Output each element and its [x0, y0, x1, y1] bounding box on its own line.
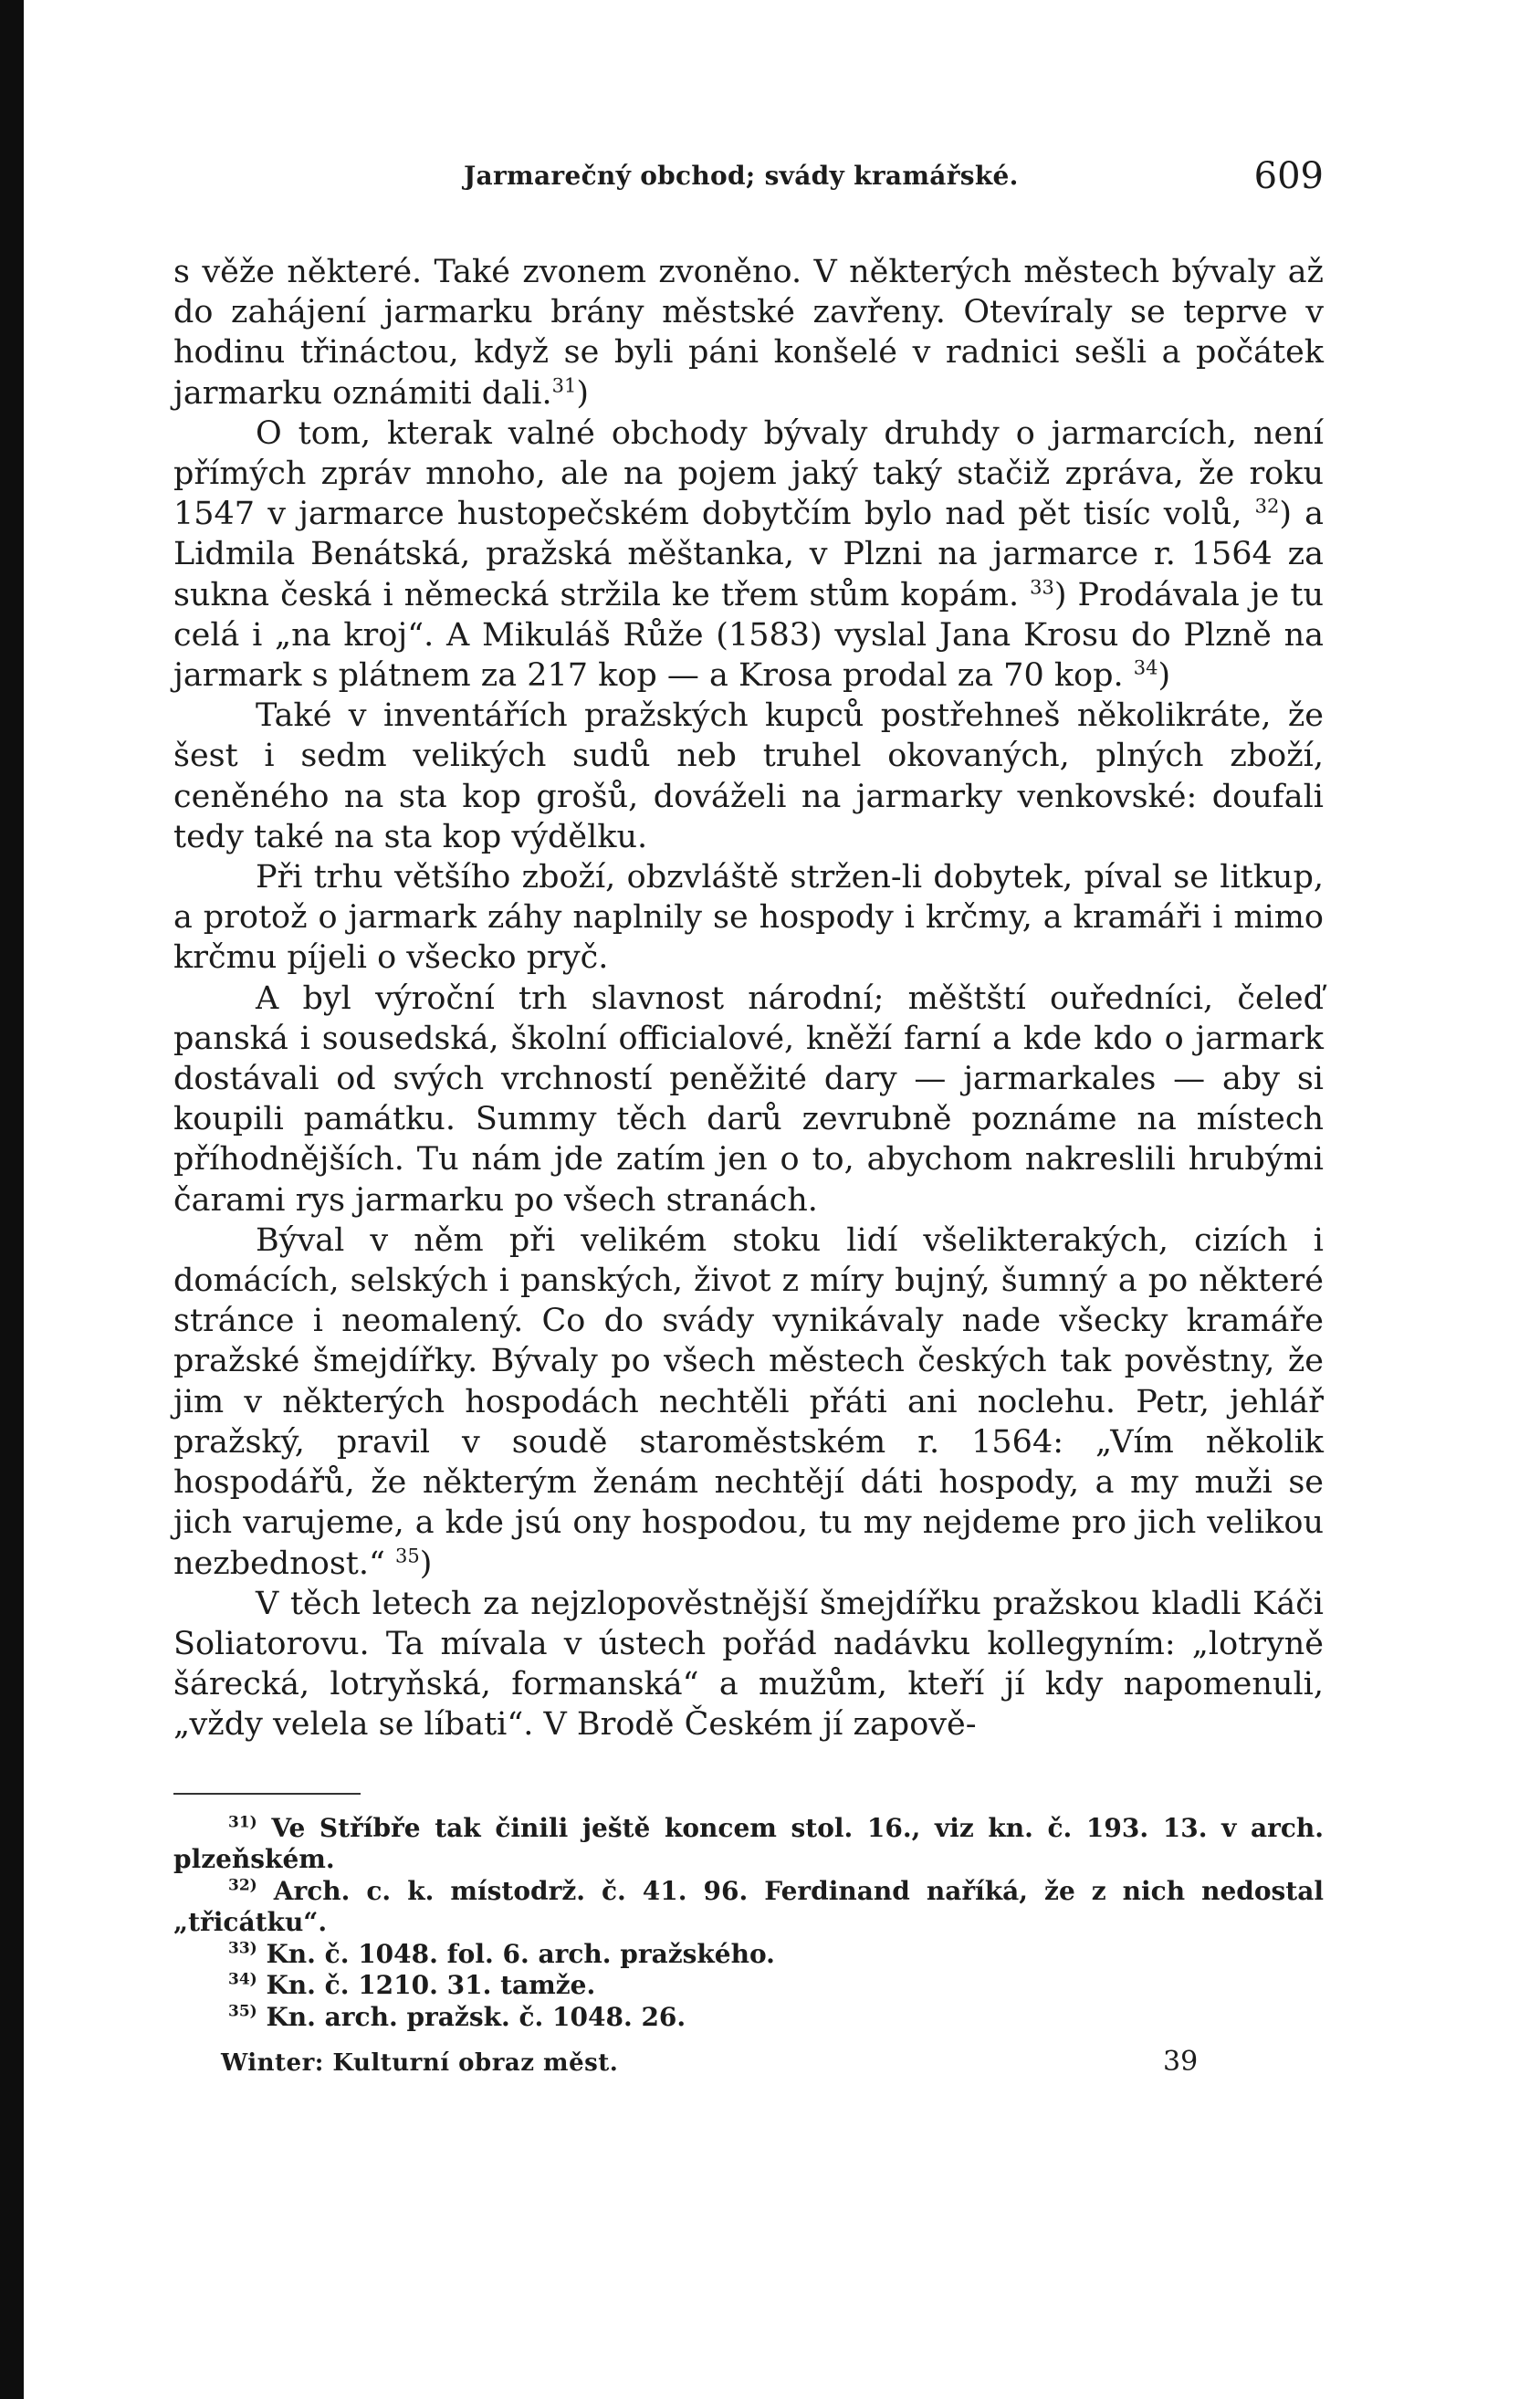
signature-mark: 39	[1163, 2046, 1199, 2079]
paragraph-2-text-a: O tom, kterak valné obchody bývaly druhdy o jarmarcích, není přímých zpráv mnoho, ale na pojem jaký taký stačiž zpráva, že roku 1547 v jarmarce hustopečském dobytčím bylo nad pět tisíc volů,	[173, 414, 1324, 533]
paragraph-7: V těch letech za nejzlopověstnější šmejdířku pražskou kladli Káči Soliatorovu. Ta mívala v ústech pořád nadávku kollegyním: „lotryně šárecká, lotryňská, formanská“ a mužům, kteří jí kdy napomenuli, „vždy velela se líbati“. V Brodě Českém jí zapově-	[173, 1585, 1324, 1744]
footnote-35	[173, 2002, 1324, 2034]
body-text	[173, 252, 1324, 1745]
paragraph-1-text: s věže některé. Také zvonem zvoněno. V některých městech bývaly až do zahájení jarmarku brány městské zavřeny. Otevíraly se teprve v hodinu třináctou, když se byli páni konšelé v radnici sešli a počátek jarmarku oznámiti dali.	[173, 254, 1324, 412]
book-page	[173, 146, 1324, 2082]
paragraph-2-text-c: Prodávala je tu celá i „na kroj“. A Mikuláš Růže (1583) vyslal Jana Krosu do Plzně na jarmark s plátnem za 217 kop — a Krosa prodal za 70 kop.	[173, 576, 1324, 695]
page-footer	[173, 2046, 1324, 2082]
footnote-mark: 32)	[228, 1876, 257, 1895]
footnote-text: Ve Stříbře tak činili ještě koncem stol. 16., viz kn. č. 193. 13. v arch. plzeňském.	[173, 1812, 1324, 1875]
footnote-ref-31: 31	[551, 373, 577, 396]
footnote-text: Arch. c. k. místodrž. č. 41. 96. Ferdinand naříká, že z nich nedostal „třicátku“.	[173, 1875, 1325, 1938]
running-title: Jarmarečný obchod; svády kramářské.	[464, 161, 1019, 191]
footnote-ref-33: 33	[1030, 575, 1054, 598]
footnote-text: Kn. č. 1048. fol. 6. arch. pražského.	[266, 1938, 775, 1969]
paragraph-3: Také v inventářích pražských kupců postřehneš několikráte, že šest i sedm velikých sudů neb truhel okovaných, plných zboží, ceněného na sta kop grošů, dováželi na jarmarky venkovské: doufali tedy také na sta kop výdělku.	[173, 697, 1324, 855]
footnote-mark: 31)	[228, 1813, 257, 1832]
scan-edge	[0, 0, 24, 2399]
footnote-text: Kn. č. 1210. 31. tamže.	[266, 1970, 596, 2001]
footnote-mark: 33)	[228, 1939, 257, 1958]
paragraph-1: s věže některé. Také zvonem zvoněno. V některých městech bývaly až do zahájení jarmarku brány městské zavřeny. Otevíraly se teprve v hodinu třináctou, když se byli páni konšelé v radnici sešli a počátek jarmarku oznámiti dali.$^{31}$)	[173, 254, 1324, 412]
footnote-31	[173, 1813, 1324, 1876]
paragraph-2-text-b: a Lidmila Benátská, pražská měštanka, v Plzni na jarmarce r. 1564 za sukna česká i německá stržila ke třem stům kopám.	[173, 496, 1324, 613]
footnote-ref-34: 34	[1133, 656, 1158, 679]
footnote-32	[173, 1876, 1324, 1939]
footnote-33	[173, 1939, 1324, 1971]
footnote-ref-35: 35	[395, 1544, 420, 1566]
footnote-ref-32: 32	[1254, 495, 1280, 518]
running-header	[173, 146, 1324, 210]
footnotes	[173, 1813, 1324, 2034]
footnote-34	[173, 1970, 1324, 2002]
imprint-line: Winter: Kulturní obraz měst.	[221, 2049, 619, 2078]
footnote-divider	[173, 1793, 361, 1795]
paragraph-6: Býval v něm při velikém stoku lidí všelikterakých, cizích i domácích, selských i panských, život z míry bujný, šumný a po některé stránce i neomalený. Co do svády vynikávaly nade všecky kramáře pražské šmejdířky. Bývaly po všech městech českých tak pověstny, že jim v některých hospodách nechtěli přáti ani noclehu. Petr, jehlář pražský, pravil v soudě staroměstském r. 1564: „Vím několik hospodářů, že některým ženám nechtějí dáti hospody, a my muži se jich varujeme, a kde jsú ony hospodou, tu my nejdeme pro jich velikou nezbednost.“ $^{35}$)	[173, 1221, 1324, 1582]
paragraph-2: O tom, kterak valné obchody bývaly druhdy o jarmarcích, není přímých zpráv mnoho, ale na pojem jaký taký stačiž zpráva, že roku 1547 v jarmarce hustopečském dobytčím bylo nad pět tisíc volů, $^{32}$) a Lidmila Benátská, pražská měštanka, v Plzni na jarmarce r. 1564 za sukna česká i německá stržila ke třem stům kopám. $^{33}$) Prodávala je tu celá i „na kroj“. A Mikuláš Růže (1583) vyslal Jana Krosu do Plzně na jarmark s plátnem za 217 kop — a Krosa prodal za 70 kop. $^{34}$)	[173, 414, 1324, 695]
paragraph-5: A byl výroční trh slavnost národní; měštští ouředníci, čeleď panská i sousedská, školní officialové, kněží farní a kde kdo o jarmark dostávali od svých vrchností peněžité dary — jarmarkales — aby si koupili památku. Summy těch darů zevrubně poznáme na místech příhodnějších. Tu nám jde zatím jen o to, abychom nakreslili hrubými čarami rys jarmarku po všech stranách.	[173, 980, 1324, 1219]
footnote-text: Kn. arch. pražsk. č. 1048. 26.	[266, 2001, 686, 2032]
paragraph-4: Při trhu většího zboží, obzvláště stržen-li dobytek, píval se litkup, a protož o jarmark záhy naplnily se hospody i krčmy, a kramáři i mimo krčmu píjeli o všecko pryč.	[173, 859, 1324, 977]
paragraph-6-text: Býval v něm při velikém stoku lidí všelikterakých, cizích i domácích, selských i panských, život z míry bujný, šumný a po některé stránce i neomalený. Co do svády vynikávaly nade všecky kramáře pražské šmejdířky. Bývaly po všech městech českých tak pověstny, že jim v některých hospodách nechtěli přáti ani noclehu. Petr, jehlář pražský, pravil v soudě staroměstském r. 1564: „Vím několik hospodářů, že některým ženám nechtějí dáti hospody, a my muži se jich varujeme, a kde jsú ony hospodou, tu my nejdeme pro jich velikou nezbednost.“	[173, 1221, 1324, 1582]
footnote-mark: 34)	[228, 1970, 257, 1989]
page-number: 609	[1253, 155, 1324, 197]
footnote-mark: 35)	[228, 2002, 257, 2021]
